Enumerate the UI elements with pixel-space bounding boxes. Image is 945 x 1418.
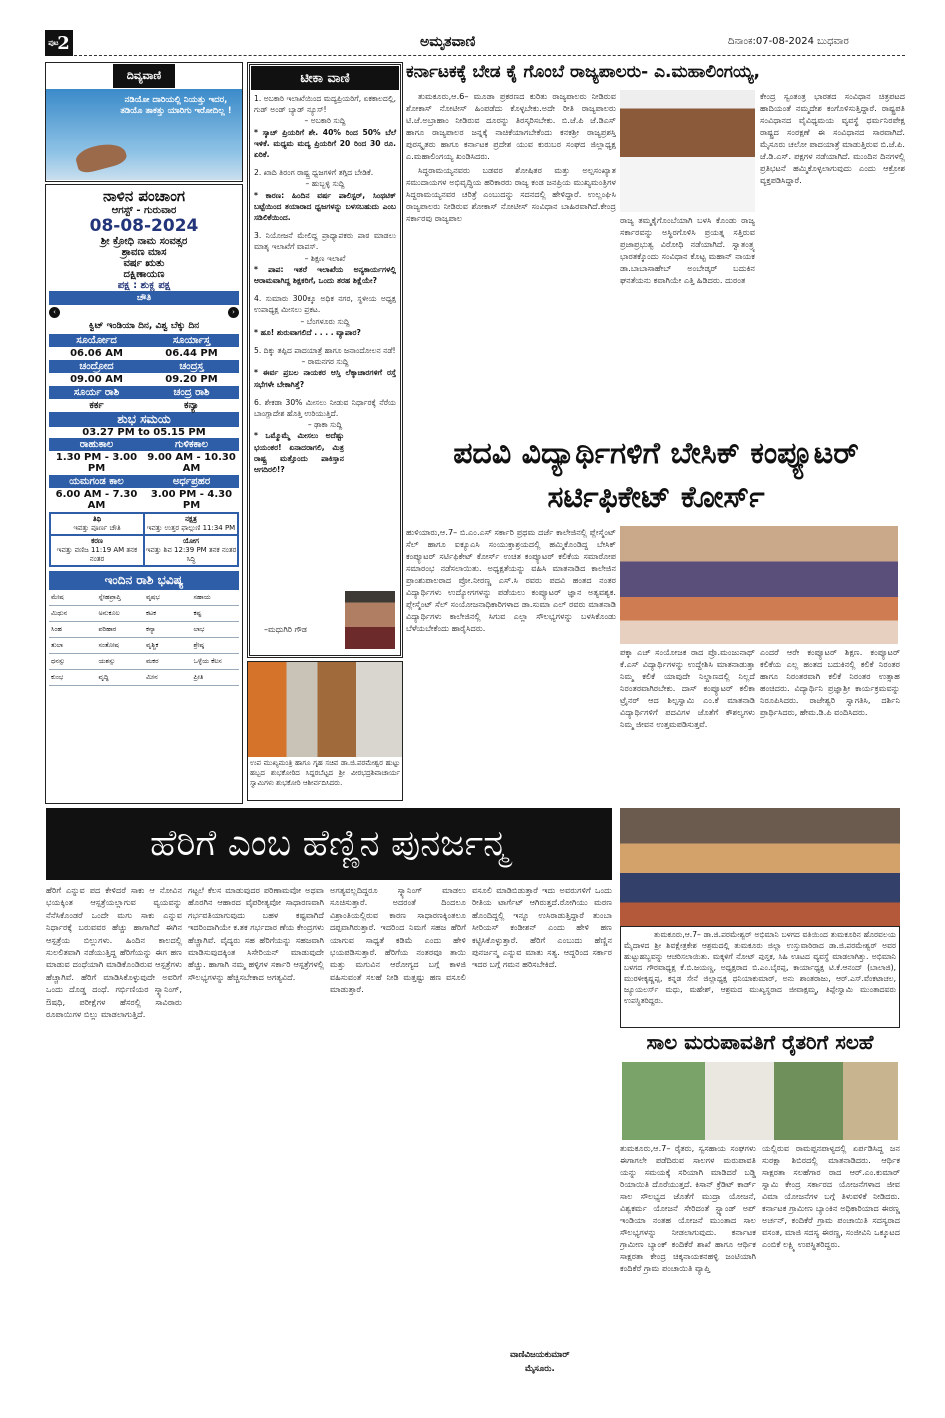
tika-item bbox=[254, 230, 396, 286]
tika-item bbox=[254, 397, 396, 475]
rahukala-label: ರಾಹುಕಾಲ bbox=[79, 439, 114, 450]
article1-body-mid: ರಾಜ್ಯ ತಮ್ಮಕೈಗೊಂಬೆಯಾಗಿ ಬಳಸಿ ಕೊಂಡು ರಾಜ್ಯ ಸರ್ಕಾರವನ್ನು ಅಸ್ಥಿರಗೊಳಿಸಿ ಪ್ರಯತ್ನ ಸತ್ತಿರುವ ಪ್ರಜಾಪ್ರಭುತ್ವ ವಿರೋಧಿ ನಡೆಯಾಗಿದೆ. ಸ್ವಾತಂತ್ರ್ಯ ಭಾರತಕ್ಕೊಂದು ಸಂವಿಧಾನ ಕೊಟ್ಟ ಮಹಾನ್ ನಾಯಕ ಡಾ.ಬಾಬಾಸಾಹೇಬ್ ಅಂಬೇಡ್ಕರ್ ಬದುಕಿನ ಘನತೆಯನು ಕವಾಗಿಯೇ ಎತ್ತಿ ಹಿಡಿದರು. ದುರಂತ bbox=[620, 215, 755, 285]
tika-item bbox=[254, 93, 396, 160]
rashi-cell: ಪರಿಹಾರ bbox=[97, 622, 145, 638]
article3-place: ಮೈಸೂರು. bbox=[525, 1364, 555, 1374]
article2-body-right: ಎಂದರೆ ಆರೇ ಕಂಪ್ಯೂಟರ್ ಶಿಕ್ಷಣ. ಕಂಪ್ಯೂಟರ್ ಕಲಿಕೆಯ ಎಲ್ಲ ಹಂತದ ಬದುಕಿನಲ್ಲಿ ಕಲಿಕೆ ನಿರಂತರ ಹಾಗೂ ನಿರಂತರವಾಗಿ ಕಲಿಕೆ ನಿರಂತರ ಉತ್ಸಾಹ ಹಂಚಿದರು. ವಿದ್ಯಾರ್ಥಿನಿ ಪ್ರಜ್ಞಾಶ್ರೀ ಕಾರ್ಯಕ್ರಮವನ್ನು ನಿರೂಪಿಸಿದರು. ರಾಜೇಶ್ವರಿ ಸ್ವಾಗತಿಸಿ, ದರ್ಶಿನಿ ಪ್ರಾರ್ಥಿಸಿದರು, ಹೇಮ.ಡಿ.ಪಿ ವಂದಿಸಿದರು. bbox=[760, 647, 900, 717]
moonrise-label: ಚಂದ್ರೋದ bbox=[79, 361, 114, 372]
students-photo bbox=[620, 526, 898, 644]
article3-headline: ಹೆರಿಗೆ ಎಂಬ ಹೆಣ್ಣಿನ ಪುನರ್ಜನ್ಮ bbox=[46, 808, 612, 880]
sunrise-label: ಸೂರ್ಯೋದ bbox=[76, 335, 117, 346]
next-arrow-icon[interactable]: › bbox=[228, 307, 239, 318]
rashi-title: ಇಂದಿನ ರಾಶಿ ಭವಿಷ್ಯ bbox=[49, 571, 239, 590]
moonset-label: ಚಂದ್ರಸ್ತ bbox=[179, 361, 204, 372]
rashi-cell: ವೃಶ್ಚಿಕ bbox=[144, 638, 192, 654]
tika-source: – ಹುಬ್ಬಳ್ಳಿ ಸುದ್ದಿ bbox=[305, 179, 345, 189]
nakshatra-value: ಇವತ್ತು ಉತ್ತರ ಫಾಲ್ಗುಣಿ 11:34 PM bbox=[146, 524, 236, 532]
tika-source: – ರಾಮನಗರ ಸುದ್ದಿ bbox=[301, 357, 349, 367]
yamaganda-value: 6.00 AM - 7.30 AM bbox=[55, 489, 138, 511]
sunset-value: 06.44 PM bbox=[165, 348, 218, 359]
tika-question: 1. ಅಬಕಾರಿ ಇಲಾಖೆಯಿಂದ ಮದ್ಯಪ್ರಿಯರಿಗೆ, ಏಕಕಾಲದಲ್ಲಿ, ಗುಡ್ ಅಂಡ್ ಬ್ಯಾಡ್ ನ್ಯೂಸ್! bbox=[254, 94, 396, 115]
article2-headline-line1: ಪದವಿ ವಿದ್ಯಾರ್ಥಿಗಳಿಗೆ ಬೇಸಿಕ್ ಕಂಪ್ಯೂಟರ್ bbox=[453, 436, 859, 471]
rashi-cell: ಲಾಭ bbox=[192, 622, 240, 638]
tika-item bbox=[254, 167, 396, 223]
moonrise-value: 09.00 AM bbox=[70, 374, 123, 385]
tika-question: 6. ಶೇಕಡಾ 30% ಮೀಸಲು ನೀಡುವ ನಿರ್ಧಾರಕ್ಕೆ ನೆರೆಯ ಬಾಂಗ್ಲಾದೇಶ ಹೊತ್ತಿ ಉರಿಯುತ್ತಿದೆ. bbox=[254, 397, 396, 419]
sunrise-value: 06.06 AM bbox=[70, 348, 123, 359]
article2-headline-line2: ಸರ್ಟಿಫಿಕೇಟ್ ಕೋರ್ಸ್ bbox=[547, 480, 765, 515]
tika-source: – ಅಬಕಾರಿ ಸುದ್ದಿ bbox=[304, 116, 346, 126]
rashi-cell: ಶ್ರೇಷ್ಠ bbox=[192, 638, 240, 654]
swamiji-photo bbox=[248, 662, 402, 757]
tika-question: 2. ಖಾದಿ ತಿರಂಗ ರಾಷ್ಟ್ರ ಧ್ವಜಗಳಿಗೆ ತಗ್ಗಿದ ಬೇಡಿಕೆ. bbox=[254, 168, 374, 178]
article1-body bbox=[406, 90, 616, 426]
divyavani-quote: ನಡಿಯೋ ದಾರಿಯಲ್ಲಿ ನಿಯತ್ತು ಇದರ, ತಡಿಯೊ ತಾಕತ್ತು ಯಾರಿಗು ಇರೋದಿಲ್ಲ ! bbox=[120, 95, 232, 116]
author-photo bbox=[345, 591, 395, 649]
shubha-value: 03.27 PM to 05.15 PM bbox=[82, 427, 206, 438]
tika-item bbox=[254, 345, 396, 390]
tika-comment: * ಒಮ್ಮೊಮ್ಮೆ ಮೀಸಲು ಅದೆಷ್ಟು ಭಯಂಕರ! ಏನಾದರಾಗಲಿ, ಮಿತ್ರ ರಾಷ್ಟ್ರ ಮತ್ತೊಂದು ಪಾಕಿಸ್ತಾನ ಆಗದಿರಲಿ!? bbox=[254, 431, 344, 475]
rashi-cell: ಸ್ನೇಹಪ್ರಾಪ್ತಿ bbox=[97, 590, 145, 606]
tika-comment: * ಈರ್ವ ಪ್ರಬಲ ನಾಯಕರ ಆಸ್ತಿ ಲೆಕ್ಕಾಚಾರಗಳಿಗೆ ರಸ್ತೆ ಸಭೆಗಳೇ ಬೇಕಾಗಿತ್ತೆ? bbox=[254, 368, 396, 389]
rashi-cell: ಮಕರ bbox=[144, 654, 192, 670]
tithi-label: ತಿಥಿ bbox=[92, 515, 102, 523]
sunset-label: ಸೂರ್ಯಾಸ್ತ bbox=[172, 335, 211, 346]
rashi-cell: ಕಷ್ಟ bbox=[192, 606, 240, 622]
article5-body-left: ತುಮಕೂರು,ಆ.7– ರೈತರು, ಸ್ವಸಹಾಯ ಸಂಘಗಳು ಈಗಾಗಲೇ ಪಡೆದಿರುವ ಸಾಲಗಳ ಮರುಪಾವತಿ ಯನ್ನು ಸಮಯಕ್ಕೆ ಸರಿಯಾಗಿ ಮಾಡಿದರೆ ಬಡ್ಡಿ ರಿಯಾಯಿತಿ ದೊರೆಯುತ್ತದೆ. ಕಿಸಾನ್ ಕ್ರೆಡಿಟ್ ಕಾರ್ಡ್ ಸಾಲ ಸೌಲಭ್ಯದ ಜೊತೆಗೆ ಮುದ್ರಾ ಯೋಜನೆ, ವಿಶ್ವಕರ್ಮ ಯೋಜನೆ ಸೇರಿದಂತೆ ಸ್ಟ್ಯಾಂಡ್ ಅಪ್ ಇಂಡಿಯಾ ನಂತಹ ಯೋಜನೆ ಮುಂತಾದ ಸಾಲ ಸೌಲಭ್ಯಗಳನ್ನು ನೀಡಲಾಗುವುದು. ಕರ್ನಾಟಕ ಗ್ರಾಮೀಣ ಬ್ಯಾಂಕ್ ಕಂದಿಕೆರೆ ಶಾಖೆ ಹಾಗೂ ಆರ್ಥಿಕ ಸಾಕ್ಷರತಾ ಕೇಂದ್ರ ಚಿಕ್ಕನಾಯಕನಹಳ್ಳಿ ಜಂಟಿಯಾಗಿ ಕಂದಿಕೆರೆ ಗ್ರಾಮ ಪಂಚಾಯಿತಿ ವ್ಯಾಪ್ತಿ bbox=[620, 1143, 756, 1273]
rashi-cell: ಪ್ರೀತಿ bbox=[192, 670, 240, 686]
day-event: ಕ್ವಿಟ್ ಇಂಡಿಯಾ ದಿನ, ವಿಶ್ವ ಬೆಕ್ಕು ದಿನ bbox=[88, 321, 200, 331]
birthday-event-photo bbox=[620, 808, 900, 926]
karana-value: ಇವತ್ತು ವಣಿಜ 11:19 AM ತನಕ ನಂತರ bbox=[56, 546, 138, 563]
yoga-label: ಯೋಗ bbox=[183, 537, 199, 545]
article3-col: ಹೆರಿಗೆ ಎನ್ನುವ ಪದ ಕೇಳಿದರೆ ಸಾಕು ಆ ನೋವಿನ ಭಯಕ್ಕಿಂತ ಆಸ್ಪತ್ರೆಯಲ್ಲಾಗುವ ವ್ಯಯವನ್ನು ನೆನೆಸಿಕೊಂಡರೆ ಒಂದೇ ಮಗು ಸಾಕು ಎನ್ನುವ ನಿರ್ಧಾರಕ್ಕೆ ಬರುವವರ ಹೆಚ್ಚು ಹಾಗಾಗಿದೆ ಈಗಿನ ಆಸ್ಪತ್ರೆಯ ಬಿಲ್ಲುಗಳು. ಹಿಂದಿನ ಕಾಲದಲ್ಲಿ ಸುಲಲಿತವಾಗಿ ನಡೆಯುತ್ತಿದ್ದ ಹೆರಿಗೆಯನ್ನು ಈಗ ಹಣ ಮಾಡುವ ದಂಧೆಯಾಗಿ ಮಾಡಿಕೊಂಡಿರುವ ಆಸ್ಪತ್ರೆಗಳು ಹೆಚ್ಚಾಗಿವೆ. ಹೆರಿಗೆ ಮಾಡಿಸಿಕೊಳ್ಳುವುದೇ ಅವರಿಗೆ ಒಂದು ದೊಡ್ಡ ದಂಧೆ. ಗರ್ಭಿಣಿಯರ ಸ್ಕ್ಯಾನಿಂಗ್, ಔಷಧಿ, ಪರೀಕ್ಷೆಗಳ ಹೆಸರಲ್ಲಿ ಸಾವಿರಾರು ರೂಪಾಯಿಗಳ ಬಿಲ್ಲು ಮಾಡಲಾಗುತ್ತಿದೆ. bbox=[46, 885, 182, 1020]
article3-author: ವಾಣಿವಿಜಯಕುಮಾರ್ bbox=[510, 1350, 570, 1360]
tika-comment: * ಪಾಪ: ಇತರೆ ಇಲಾಖೆಯ ಅನ್ಯಕಾರ್ಯಗಳಲ್ಲಿ ಆರಾಮವಾಗಿದ್ದ ಶಿಕ್ಷಕರಿಗೆ, ಒಂದು ತರಹ ಶಿಕ್ಷೆಯೇ? bbox=[254, 264, 396, 286]
rahukala-value: 1.30 PM - 3.00 PM bbox=[55, 452, 138, 474]
page-label: ಪುಟ bbox=[48, 38, 59, 47]
tithi-bar: ಚೌತಿ bbox=[49, 291, 239, 305]
rashi-cell: ಸಂತೋಷ bbox=[97, 638, 145, 654]
tika-question: 4. ಸುಮಾರು 300ಕ್ಕೂ ಅಧಿಕ ನಗರ, ಸ್ಥಳೀಯ ಅಧ್ಯಕ್ಷ ಉಪಾಧ್ಯಕ್ಷ ಮೀಸಲು ಪ್ರಕಟ. bbox=[254, 294, 396, 315]
article3-col: ಅಗತ್ಯವಲ್ಲದಿದ್ದರೂ ಸ್ಕ್ಯಾನಿಂಗ್ ಮಾಡಲು ಸೂಚಿಸುತ್ತಾರೆ. ಅದರಂತೆ ದಿಂದಲೂ ವಿಶ್ರಾಂತಿಯಲ್ಲಿರುವ ಕಾರಣ ಸಾಧಾರಣಕ್ಕಿಂತಲೂ ದಪ್ಪವಾಗಿರುತ್ತಾರೆ. ಇದರಿಂದ ನಿಮಗೆ ಸಹಜ ಹೆರಿಗೆ ಯಾಗುವ ಸಾಧ್ಯತೆ ಕಡಿಮೆ ಎಂದು ಹೇಳಿ ಭಯಪಡಿಸುತ್ತಾರೆ. ಹೆರಿಗೆಯ ನಂತರವೂ ತಾಯಿ ಮತ್ತು ಮಗುವಿನ ಆರೋಗ್ಯದ ಬಗ್ಗೆ ಕಾಳಜಿ ವಹಿಸುವಂತೆ ಸಲಹೆ ನೀಡಿ ಮತ್ತಷ್ಟು ಹಣ ವಸೂಲಿ ಮಾಡುತ್ತಾರೆ. bbox=[330, 885, 466, 995]
rashi-cell: ಧನಸ್ಸು bbox=[49, 654, 97, 670]
ardhaprahara-label: ಅರ್ಧಪ್ರಹರ bbox=[172, 476, 211, 487]
rashi-cell: ಸಿಂಹ bbox=[49, 622, 97, 638]
panchanga-box bbox=[45, 184, 243, 804]
rashi-cell: ಮೇಷ bbox=[49, 590, 97, 606]
page-number-badge bbox=[45, 30, 73, 56]
article5-headline: ಸಾಲ ಮರುಪಾವತಿಗೆ ರೈತರಿಗೆ ಸಲಹೆ bbox=[646, 1030, 874, 1054]
timings-table bbox=[49, 334, 239, 512]
surya-rashi-value: ಕರ್ಕ bbox=[89, 400, 104, 411]
tika-source: – ಢಾಕಾ ಸುದ್ದಿ bbox=[307, 420, 343, 430]
yamaganda-label: ಯಮಗಂಡ ಕಾಲ bbox=[69, 476, 124, 487]
tithi-grid bbox=[49, 512, 239, 567]
paksha: ಪಕ್ಷ : ಶುಕ್ಲ ಪಕ್ಷ bbox=[117, 280, 171, 291]
masa: ಶ್ರಾವಣ ಮಾಸ bbox=[121, 247, 167, 258]
photo-caption: ಉಪ ಮುಖ್ಯಮಂತ್ರಿ ಹಾಗೂ ಗೃಹ ಸಚಿವ ಡಾ.ಜಿ.ಪರಮೇಶ್ವರ ಹುಟ್ಟು ಹಬ್ಬದ ಶುಭಕೋರಿದ ಸಿದ್ದರಬೆಟ್ಟದ ಶ್ರೀ ವೀರಭದ್ರಶಿವಾಚಾರ್ಯ ಸ್ವಾಮಿಗಳು ಶುಭಕೋರಿ ಆಶೀರ್ವದಿಸಿದರು. bbox=[250, 759, 400, 787]
nakshatra-label: ನಕ್ಷತ್ರ bbox=[185, 515, 197, 523]
rashi-table bbox=[49, 590, 239, 686]
tika-source: – ಶಿಕ್ಷಣ ಇಲಾಖೆ bbox=[304, 253, 346, 263]
newspaper-title: ಅಮೃತವಾಣಿ bbox=[420, 34, 476, 50]
tithi-value: ಇವತ್ತು ಪೂರ್ಣ ಚೌತಿ bbox=[73, 524, 121, 532]
divyavani-title: ದಿವ್ಯವಾಣಿ bbox=[113, 64, 175, 88]
tika-question: 3. ನಿಯೋಜನೆ ಮೇಲಿದ್ದ ಪ್ರಾಧ್ಯಾಪಕರು ಪಾಠ ಮಾಡಲು ಮಾತೃ ಇಲಾಖೆಗೆ ವಾಪಸ್. bbox=[254, 231, 396, 252]
article1-body-right: ಕೇಂದ್ರ ಸ್ವಂತಂತ್ರ ಭಾರತದ ಸಂವಿಧಾನ ಚಿತ್ರಪಟದ ಹಾದಿಯಂತೆ ನಮ್ಮದೇಶ ಕಂಗೊಳಿಸುತ್ತಿದ್ದಾರೆ. ರಾಷ್ಟ್ರಪತಿ ಸಂವಿಧಾನದ ವೈವಿಧ್ಯಮಯ ವ್ಯವಸ್ಥೆ ಧರ್ಮನಿರಪೇಕ್ಷ ರಾಷ್ಟ್ರದ ಸಂರಕ್ಷಣೆ ಈ ಸಂವಿಧಾನದ ಸಾರವಾಗಿದೆ. ಮೈಸೂರು ಚಲೋ ಪಾದಯಾತ್ರೆ ಮಾಡುತ್ತಿರುವ ಬಿ.ಜೆ.ಪಿ. ಜೆ.ಡಿ.ಎಸ್. ಪಕ್ಷಗಳ ನಡೆಯಾಗಿದೆ. ಮುಂದಿನ ದಿನಗಳಲ್ಲಿ ಪ್ರತಿಭಟನೆ ಹಮ್ಮಿಕೊಳ್ಳಲಾಗುವುದು ಎಂದು ಆಕ್ರೋಶ ವ್ಯಕ್ತಪಡಿಸಿದ್ದಾರೆ. bbox=[760, 91, 905, 185]
ayana: ದಕ್ಷಿಣಾಯಣ bbox=[123, 269, 165, 280]
article1-para: ಸಿದ್ಧರಾಮಯ್ಯನವರು ಬಡವರ ಶೋಷಿತರ ಮತ್ತು ಅಲ್ಪಸಂಖ್ಯಾತ ಸಮುದಾಯಗಳ ಅಭಿವೃದ್ಧಿಯ ಹರಿಕಾರರು ರಾಜ್ಯ ಕಂಡ ಜನಪ್ರಿಯ ಮುಖ್ಯಮಂತ್ರಿಗಳ ಸಿದ್ದರಾಮಯ್ಯನವರ ಚರಿತ್ರೆ ಎಂಬುದನ್ನು ಸದನದಲ್ಲಿ ಹೇಳಿದ್ದಾರೆ. ಉಲ್ಲಂಘಿಸಿ ರಾಜ್ಯಪಾಲರು ನೀಡಿರುವ ಶೋಕಾಸ್ ನೋಟೀಸ್ ಸಂವಿಧಾನ ಬಾಹಿರವಾಗಿದೆ.ಕೇಂದ್ರ ಸರ್ಕಾರವು ರಾಜ್ಯಪಾಲ bbox=[406, 165, 616, 223]
chandra-rashi-value: ಕನ್ಯಾ bbox=[184, 400, 199, 411]
rashi-cell: ಅನುಕೂಲ bbox=[97, 606, 145, 622]
article2-headline bbox=[406, 432, 906, 520]
surya-rashi-label: ಸೂರ್ಯ ರಾಶಿ bbox=[73, 387, 120, 398]
tika-vani-box bbox=[247, 62, 403, 658]
samvatsara: ಶ್ರೀ ಕ್ರೋಧಿ ನಾಮ ಸಂವತ್ಸರ bbox=[100, 236, 188, 247]
rashi-cell: ತುಲಾ bbox=[49, 638, 97, 654]
tika-comment: * ಕಾರಣ: ಹಿಂದಿನ ವರ್ಷ ಪಾಲಿಸ್ಟರ್, ಸಿಂಥಟಿಕ್ ಬಟ್ಟೆಯಿಂದ ತಯಾರಾದ ಧ್ವಜಗಳನ್ನು ಬಳಸಬಹುದು ಎಂಬ ಸಡಿಲಿಕೆಯಿಂದ. bbox=[254, 190, 396, 223]
panchanga-date: 08-08-2024 bbox=[89, 216, 199, 236]
tika-author: –ಮಧುಗಿರಿ ಗೌಡ bbox=[264, 625, 307, 634]
prev-arrow-icon[interactable]: ‹ bbox=[49, 307, 60, 318]
header-divider bbox=[74, 55, 905, 56]
rashi-cell: ಮಿಥುನ bbox=[49, 606, 97, 622]
article2-body-left: ಹುಳಿಯಾರು,ಆ.7– ಬಿ.ಎಂ.ಎಸ್ ಸರ್ಕಾರಿ ಪ್ರಥಮ ದರ್ಜೆ ಕಾಲೇಜಿನಲ್ಲಿ ಪ್ಲೇಸ್ಮೆಂಟ್ ಸೆಲ್ ಹಾಗೂ ಐಕ್ಯೂಎಸಿ ಸಂಯುಕ್ತಾಶ್ರಯದಲ್ಲಿ ಹಮ್ಮಿಕೊಂಡಿದ್ದ ಬೇಸಿಕ್ ಕಂಪ್ಯೂಟರ್ ಸರ್ಟಿಫಿಕೇಟ್ ಕೋರ್ಸ್ ಉಚಿತ ಕಂಪ್ಯೂಟರ್ ಕಲಿಕೆಯ ಸಮಾರೋಪ ಸಮಾರಂಭ ನಡೆಸಲಾಯಿತು. ಅಧ್ಯಕ್ಷತೆಯನ್ನು ವಹಿಸಿ ಮಾತನಾಡಿದ ಕಾಲೇಜಿನ ಪ್ರಾಂಶುಪಾಲರಾದ ಪ್ರೋ.ನೀರಣ್ಣ ಎಸ್.ಸಿ ರವರು ಪದವಿ ಹಂತದ ನಂತರ ವಿದ್ಯಾರ್ಥಿಗಳು ಉದ್ಯೋಗಗಳನ್ನು ಪಡೆಯಲು ಕಂಪ್ಯೂಟರ್ ಜ್ಞಾನ ಅತ್ಯವಶ್ಯಕ. ಪ್ಲೇಸ್ಮೆಂಟ್ ಸೆಲ್ ಸಂಯೋಜನಾಧಿಕಾರಿಗಳಾದ ಡಾ.ಸುಮಾ ಎಲ್ ರವರು ಮಾತನಾಡಿ ವಿದ್ಯಾರ್ಥಿಗಳು ಕಾಲೇಜಿನಲ್ಲಿ ಸಿಗುವ ಎಲ್ಲಾ ಸೌಲಭ್ಯಗಳನ್ನು ಬಳಸಿಕೊಂಡು ಬೆಳೆಯಬೇಕೆಂದು ಹಾರೈಸಿದರು. bbox=[406, 527, 616, 633]
article1-para: ತುಮಕೂರು,ಆ.6– ಮೂಡಾ ಪ್ರಕರಣದ ಕುರಿತು ರಾಜ್ಯಪಾಲರು ನೀಡಿರುವ ಶೋಕಾಸ್ ನೋಟೀಸ್ ಹಿಂಪಡೆದು ಕೊಳ್ಳಬೇಕು.ಅದೇ ರೀತಿ ರಾಜ್ಯಪಾಲರು ಟಿ.ಜೆ.ಅಬ್ರಾಹಾಂ ನೀಡಿರುವ ದೂರನ್ನು ತಿರಸ್ಕರಿಸಬೇಕು. ಬಿ.ಜೆ.ಪಿ ಜೆ.ಡಿಎಸ್ ಹಾಗೂ ರಾಜ್ಯಪಾಲರ ಜನ್ನಕ್ಕೆ ನಾಚಿಕೆಯಾಗಬೇಕೆಂದು ಕನಕಶ್ರೀ ರಾಜ್ಯಪ್ರಶಸ್ತಿ ಪುರಸ್ಕೃತರು ಹಾಗೂ ಕರ್ನಾಟಕ ಪ್ರದೇಶ ಯುವ ಕುರುಬರ ಸಂಘದ ಜಿಲ್ಲಾಧ್ಯಕ್ಷ ಎ.ಮಹಾಲಿಂಗಯ್ಯ ಖಂಡಿಸಿದರು. bbox=[406, 91, 616, 161]
tika-vani-title: ಟೀಕಾ ವಾಣಿ bbox=[251, 66, 399, 90]
rashi-cell: ಯಶಸ್ಸು bbox=[97, 654, 145, 670]
article2-body-mid: ಪಕ್ಕಾ ಎಚ್ ಸಂಯೋಜಕ ರಾದ ಪ್ರೊ.ಮಂಜುನಾಥ್ ಕೆ.ಎಸ್ ವಿದ್ಯಾರ್ಥಿಗಳನ್ನು ಉದ್ದೇಶಿಸಿ ಮಾತನಾಡುತ್ತಾ ನಿಮ್ಮ ಕಲಿಕೆ ಯಾವುದೇ ನಿಲ್ದಾಣದಲ್ಲಿ ನಿಲ್ಲದೆ ನಿರಂತರವಾಗಿರಬೇಕು. ದಾಸ್ ಕಂಪ್ಯೂಟರ್ ಕಲಿಕಾ ಟ್ರೈನರ್ ಆದ ಶಿಲ್ಪಸ್ವಾಮಿ ಎಂ.ಕೆ ಮಾತನಾಡಿ ವಿದ್ಯಾರ್ಥಿಗಳಿಗೆ ಪದವಿಗಳ ಜೊತೆಗೆ ಕೌಶಲ್ಯಗಳು ನಿಮ್ಮ ಜೀವನ ಉತ್ತಮಪಡಿಸುತ್ತವೆ. bbox=[620, 647, 755, 729]
issue-date: ದಿನಾಂಕ:07-08-2024 ಬುಧವಾರ bbox=[728, 36, 849, 47]
photo-caption-box bbox=[247, 661, 403, 801]
article4-caption: ತುಮಕೂರು,ಆ.7– ಡಾ.ಜಿ.ಪರಮೇಶ್ವರ್ ಅಭಿಮಾನಿ ಬಳಗದ ವತಿಯಿಂದ ತುಮಕೂರಿನ ಹೊರವಲಯ ಮೈದಾಳದ ಶ್ರೀ ಶಿವಕ್ಷೇತ್ರಕೇಶ ಆಶ್ರಮದಲ್ಲಿ ತುಮಕೂರು ಜಿಲ್ಲಾ ಉಸ್ತುವಾರಿರಾದ ಡಾ.ಜಿ.ಪರಮೇಶ್ವರ್ ಅವರ ಹುಟ್ಟುಹಬ್ಬವನ್ನು ಆಚರಿಸಲಾಯಿತು. ಮಕ್ಕಳಿಗೆ ನೋಟ್ ಪುಸ್ತಕ, ಸಿಹಿ ಊಟದ ವ್ಯವಸ್ಥೆ ಮಾಡಲಾಗಿತ್ತು. ಅಭಿಮಾನಿ ಬಳಗದ ಗೌರವಾಧ್ಯಕ್ಷ ಕೆ.ಬಿ.ಜಯಣ್ಣ, ಅಧ್ಯಕ್ಷರಾದ ಬಿ.ಎಂ.ಬೈರಪ್ಪ, ಕಾರ್ಯಾಧ್ಯಕ್ಷ ಟಿ.ಕೆ.ಆನಂದ್ (ಬಾಲಾಜಿ), ಮುರಳೀಕೃಷ್ಣಪ್ಪ, ಕನ್ನಡ ಸೇನೆ ಜಿಲ್ಲಾಧ್ಯಕ್ಷ ಧನಿಯಾಕುಮಾರ್, ಅನು ಶಾಂತರಾಜು, ಆರ್.ಎಸ್.ವೆಂಕಟಾಚಲ, ಜ್ಯೂಯಲರ್ಸ್ ಮಧು, ಮಹೇಶ್, ಆಶ್ರಮದ ಮುಖ್ಯಸ್ಥರಾದ ಜೀವಾಕ್ಷಮ್ಮ, ತಿಪ್ಪೇಸ್ವಾಮಿ ಮುಂತಾದವರು ಉಪಸ್ಥಿತರಿದ್ದರು. bbox=[620, 926, 900, 1028]
rashi-cell: ಮೀನ bbox=[144, 670, 192, 686]
rashi-cell: ವೃಷಭ bbox=[144, 590, 192, 606]
panchanga-month-day: ಆಗಸ್ಟ್ - ಗುರುವಾರ bbox=[111, 205, 177, 216]
article1-headline: ಕರ್ನಾಟಕಕ್ಕೆ ಬೇಡ ಕೈ ಗೊಂಬೆ ರಾಜ್ಯಪಾಲರು- ಎ.ಮಹಾಲಿಂಗಯ್ಯ, bbox=[406, 62, 760, 82]
tika-comment: * ಹೂ! ಶುರುವಾಗಲಿದೆ . . . . ವ್ಯಾಪಾರ? bbox=[254, 327, 361, 337]
rashi-cell: ಕುಂಭ bbox=[49, 670, 97, 686]
article5-body-right: ಯಲ್ಲಿರುವ ರಾಮಪ್ಪನಪಾಳ್ಯದಲ್ಲಿ ಏರ್ಪಡಿಸಿದ್ದ ಜನ ಸುರಕ್ಷಾ ಶಿಬಿರದಲ್ಲಿ ಮಾತನಾಡಿದರು. ಆರ್ಥಿಕ ಸಾಕ್ಷರತಾ ಸಲಹೆಗಾರ ರಾದ ಆರ್.ಎಂ.ಕುಮಾರ್ ಸ್ವಾಮಿ ಕೇಂದ್ರ ಸರ್ಕಾರದ ಯೋಜನೆಗಳಾದ ಜೀವ ವಿಮಾ ಯೋಜನೆಗಳ ಬಗ್ಗೆ ತಿಳುವಳಿಕೆ ನೀಡಿದರು. ಕರ್ನಾಟಕ ಗ್ರಾಮೀಣ ಬ್ಯಾಂಕಿನ ಅಧಿಕಾರಿಯಾದ ಈರಣ್ಣ ಅರ್ಚನ್, ಕಂದಿಕೆರೆ ಗ್ರಾಮ ಪಂಚಾಯಿತಿ ಸದಸ್ಯರಾದ ವಸಂತ, ಮಾಜಿ ಸದಸ್ಯ ಈರಣ್ಣ, ಸಂಜೀವಿನಿ ಒಕ್ಕೂಟದ ಎಂಬಿಕೆ ಲಕ್ಷ್ಮಿ ಉಪಸ್ಥಿತರಿದ್ದರು. bbox=[762, 1143, 900, 1249]
rashi-cell: ಒಳ್ಳೆಯ ಕೆಲಸ bbox=[192, 654, 240, 670]
article3-col: ಗಟ್ಟಲೆ ಕೆಲಸ ಮಾಡುವುದರ ಪರಿಣಾಮವೋ ಅಥವಾ ಹೊರಗಿನ ಆಹಾರದ ವೈಪರೀತ್ಯವೋ ಸಾಧಾರಣವಾಗಿ ಗರ್ಭವತಿಯಾಗುವುದು ಬಹಳ ಕಷ್ಟವಾಗಿದೆ ಇದರಿಂದಾಗಿಯೇ ಕ.ತಕ ಗರ್ಭದಾರ ಣೆಯ ಕೇಂದ್ರಗಳು ಹೆಚ್ಚಾಗಿವೆ. ವೈದ್ಯರು ಸಹ ಹೆರಿಗೆಯನ್ನು ಸಹಜವಾಗಿ ಮಾಡಿಸುವುದಕ್ಕಿಂತ ಸಿಸೇರಿಯನ್ ಮಾಡುವುದೇ ಹೆಚ್ಚು. ಹಾಗಾಗಿ ನಮ್ಮ ಹಳ್ಳಿಗಳ ಸರ್ಕಾರಿ ಆಸ್ಪತ್ರೆಗಳಲ್ಲಿ ಸೌಲಭ್ಯಗಳನ್ನು ಹೆಚ್ಚಿಸಬೇಕಾದ ಅಗತ್ಯವಿದೆ. bbox=[188, 885, 324, 982]
yoga-value: ಇವತ್ತು ಶಿವ 12:39 PM ತನಕ ನಂತರ ಸಿದ್ಧಿ bbox=[145, 546, 237, 563]
tika-comment: * ಸ್ಕಾಚ್ ಪ್ರಿಯರಿಗೆ ಶೇ. 40% ರಿಂದ 50% ಬೆಲೆ ಇಳಿಕೆ. ಮಧ್ಯಮ ಮದ್ಯ ಪ್ರಿಯರಿಗೆ 20 ರಿಂದ 30 ರೂ. ಏರಿಕೆ. bbox=[254, 127, 396, 160]
farmers-photo bbox=[622, 1062, 898, 1140]
tika-items bbox=[250, 91, 400, 484]
tika-source: – ಬೆಂಗಳೂರು ಸುದ್ದಿ bbox=[300, 316, 350, 326]
chandra-rashi-label: ಚಂದ್ರ ರಾಶಿ bbox=[173, 387, 210, 398]
mahalingaiah-photo bbox=[620, 90, 755, 212]
ardhaprahara-value: 3.00 PM - 4.30 PM bbox=[150, 489, 233, 511]
karana-label: ಕರಣ bbox=[91, 537, 103, 545]
shubha-label: ಶುಭ ಸಮಯ bbox=[49, 412, 239, 427]
rashi-cell: ವೃದ್ಧಿ bbox=[97, 670, 145, 686]
divyavani-image bbox=[46, 89, 242, 180]
page-number: 2 bbox=[57, 32, 70, 54]
runner-figure bbox=[74, 139, 129, 175]
rashi-cell: ಕಟಕ bbox=[144, 606, 192, 622]
rashi-cell: ಕನ್ಯಾ bbox=[144, 622, 192, 638]
tika-item bbox=[254, 293, 396, 338]
moonset-value: 09.20 PM bbox=[165, 374, 218, 385]
ritu: ವರ್ಷ ಋತು bbox=[123, 258, 165, 269]
tika-question: 5. ದಿಕ್ಕು ತಪ್ಪಿದ ಪಾದಯಾತ್ರೆ ಹಾಗೂ ಜನಾಂದೋಲನ ನಡೆ! bbox=[254, 346, 396, 356]
panchanga-title: ನಾಳಿನ ಪಂಚಾಂಗ bbox=[103, 187, 185, 205]
gulikakala-value: 9.00 AM - 10.30 AM bbox=[147, 452, 236, 474]
gulikakala-label: ಗುಳಿಕಕಾಲ bbox=[174, 439, 209, 450]
divyavani-box bbox=[45, 62, 243, 182]
rashi-cell: ಸಹಾಯ bbox=[192, 590, 240, 606]
article3-col: ವಸೂಲಿ ಮಾಡಿಬಿಡುತ್ತಾರೆ ಇದು ಅವರುಗಳಿಗೆ ಒಂದು ರೀತಿಯ ಟಾರ್ಗೆಟ್ ಆಗಿರುತ್ತದೆ.ರೋಗಿಯು ಮರಣ ಹೊಂದಿದ್ದಲ್ಲಿ ಇನ್ನೂ ಉಸಿರಾಡುತ್ತಿದ್ದಾರೆ ತುಂಬಾ ಸೀರಿಯಸ್ ಕಂಡೀಶನ್ ಎಂದು ಹೇಳಿ ಹಣ ಕಟ್ಟಿಸಿಕೊಳ್ಳುತ್ತಾರೆ. ಹೆರಿಗೆ ಎಂಬುದು ಹೆಣ್ಣಿನ ಪುನರ್ಜನ್ಮ ಎನ್ನುವ ಮಾತು ಸತ್ಯ. ಆದ್ದರಿಂದ ಸರ್ಕಾರ ಇದರ ಬಗ್ಗೆ ಗಮನ ಹರಿಸಬೇಕಿದೆ. bbox=[472, 885, 612, 970]
